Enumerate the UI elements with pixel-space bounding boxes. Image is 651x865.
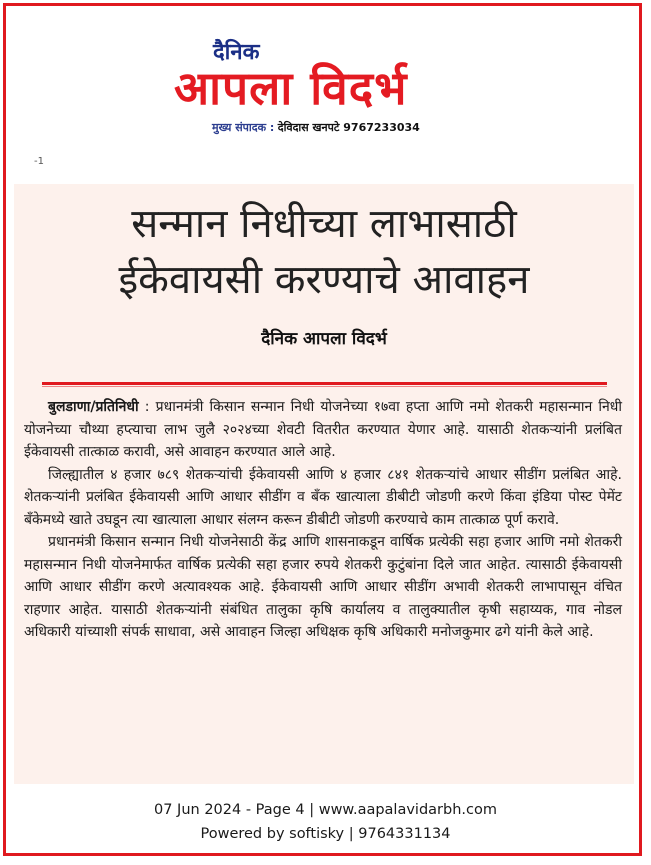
paragraph-1-text: : प्रधानमंत्री किसान सन्मान निधी योजनेच्या १७वा हप्ता आणि नमो शेतकरी महासन्मान निधी योजनेच्या चौथ्या हप्त्याचा लाभ जुलै २०२४च्या शेवटी वितरीत करण्यात येणार आहे. यासाठी शेतकऱ्यांनी प्रलंबित ईकेवायसी तात्काळ करावी, असे आवाहन करण्यात आले आहे. bbox=[24, 399, 622, 460]
article-headline bbox=[28, 196, 620, 308]
headline-line-1: सन्मान निधीच्या लाभासाठी bbox=[131, 201, 517, 247]
editor-credit bbox=[212, 121, 420, 135]
footer-date-url: 07 Jun 2024 - Page 4 | www.aapalavidarbh.com bbox=[154, 802, 497, 818]
page-mark: -1 bbox=[34, 156, 44, 167]
masthead-daily: दैनिक bbox=[213, 40, 260, 65]
masthead-paper-name: आपला विदर्भ bbox=[174, 61, 408, 115]
masthead bbox=[0, 0, 651, 150]
divider-rule-thin bbox=[42, 386, 607, 387]
article-byline: दैनिक आपला विदर्भ bbox=[261, 329, 387, 349]
article-clipping bbox=[14, 184, 634, 784]
article-paragraph: प्रधानमंत्री किसान सन्मान निधी योजनेसाठी केंद्र आणि शासनाकडून वार्षिक प्रत्येकी सहा हजार आणि नमो शेतकरी महासन्मान निधी योजनेमार्फत वार्षिक प्रत्येकी सहा हजार रुपये शेतकरी कुटुंबांना दिले जात आहेत. त्यासाठी ईकेवायसी आणि आधार सीडींग करणे अत्यावश्यक आहे. ईकेवायसी आणि आधार सीडींग अभावी शेतकरी लाभापासून वंचित राहणार आहेत. यासाठी शेतकऱ्यांनी संबंधित तालुका कृषि कार्यालय व तालुक्यातील कृषी सहाय्यक, गाव नोडल अधिकारी यांच्याशी संपर्क साधावा, असे आवाहन जिल्हा अधिक्षक कृषि अधिकारी मनोजकुमार ढगे यांनी केले आहे. bbox=[24, 534, 622, 640]
editor-name: देविदास खनपटे 9767233034 bbox=[277, 121, 420, 134]
article-paragraph: जिल्ह्यातील ४ हजार ७८९ शेतकऱ्यांची ईकेवायसी आणि ४ हजार ८४१ शेतकऱ्यांचे आधार सीडींग प्रलंबित आहे. शेतकऱ्यांनी प्रलंबित ईकेवायसी आणि आधार सीडींग व बँक खात्याला डीबीटी जोडणी करणे किंवा इंडिया पोस्ट पेमेंट बँकेमध्ये खाते उघडून त्या खात्याला आधार संलग्न करून डीबीटी जोडणी करण्याचे काम तात्काळ पूर्ण करावे. bbox=[24, 466, 622, 528]
article-body bbox=[24, 396, 622, 644]
editor-role: मुख्य संपादक : bbox=[212, 121, 275, 134]
article-paragraph bbox=[24, 396, 622, 464]
divider-rule bbox=[42, 382, 607, 385]
article-dateline: बुलडाणा/प्रतिनिधी bbox=[48, 399, 139, 415]
footer-powered-by: Powered by softisky | 9764331134 bbox=[200, 826, 451, 842]
headline-line-2: ईकेवायसी करण्याचे आवाहन bbox=[118, 257, 530, 303]
